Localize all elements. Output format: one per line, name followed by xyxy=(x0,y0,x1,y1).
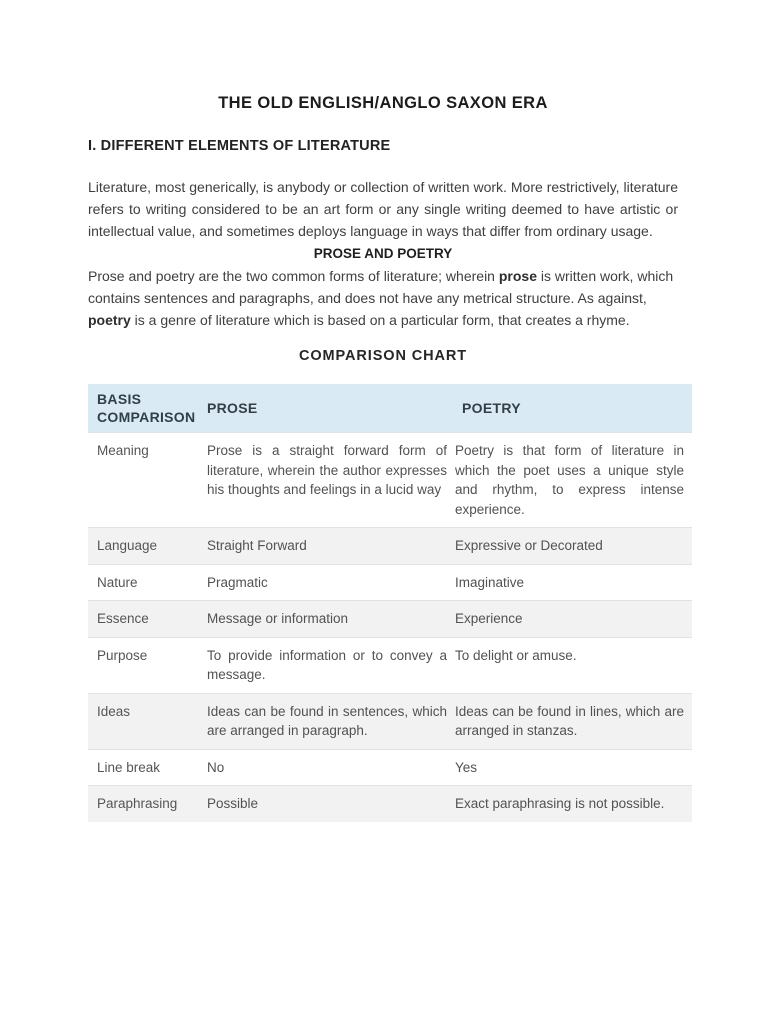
table-row-meaning xyxy=(88,433,692,528)
basis-cell: Language xyxy=(97,538,158,553)
bold-term-prose: prose xyxy=(498,268,537,284)
poetry-cell: Experience xyxy=(455,611,523,626)
table-header-row xyxy=(88,384,692,433)
table-row-essence xyxy=(88,601,692,638)
basis-cell: Nature xyxy=(97,574,138,590)
table-row-line-break xyxy=(88,749,692,786)
document-title: THE OLD ENGLISH/ANGLO SAXON ERA xyxy=(218,94,548,112)
prose-cell: Pragmatic xyxy=(207,574,268,590)
paragraph-text-segment: Prose and poetry are the two common forms of literature; wherein xyxy=(88,268,499,284)
section-heading: I. DIFFERENT ELEMENTS OF LITERATURE xyxy=(88,138,391,154)
prose-cell: Message or information xyxy=(207,611,349,626)
header-cell-poetry: POETRY xyxy=(451,384,692,433)
table-row-language xyxy=(88,528,692,565)
poetry-cell: Exact paraphrasing is not possible. xyxy=(455,796,665,811)
prose-cell: Ideas can be found in sentences, which are arranged in paragraph. xyxy=(207,703,447,738)
table-row-purpose xyxy=(88,637,692,693)
comparison-table xyxy=(88,384,692,822)
table-row-nature xyxy=(88,564,692,601)
poetry-cell: Ideas can be found in lines, which are arranged in stanzas. xyxy=(455,703,684,738)
prose-cell: No xyxy=(207,759,225,775)
paragraph-text-segment: is a genre of literature which is based on a particular form, that creates a rhyme. xyxy=(130,312,630,328)
basis-cell: Ideas xyxy=(97,703,131,719)
prose-cell: Straight Forward xyxy=(207,538,307,553)
bold-term-poetry: poetry xyxy=(88,312,131,328)
basis-cell: Meaning xyxy=(97,443,149,458)
comparison-chart-heading: COMPARISON CHART xyxy=(299,348,467,364)
poetry-cell: Imaginative xyxy=(455,574,525,590)
basis-cell: Paraphrasing xyxy=(97,796,178,811)
prose-cell: Prose is a straight forward form of literature, wherein the author expresses his thoughts and feelings in a lucid way xyxy=(207,443,447,497)
table-row-ideas xyxy=(88,693,692,749)
prose-cell: Possible xyxy=(207,796,259,811)
document-content xyxy=(88,0,692,822)
table-row-paraphrasing xyxy=(88,786,692,822)
poetry-cell: To delight or amuse. xyxy=(455,647,577,663)
prose-cell: To provide information or to convey a message. xyxy=(207,647,447,682)
prose-and-poetry-heading: PROSE AND POETRY xyxy=(313,246,453,261)
basis-cell: Purpose xyxy=(97,647,148,663)
poetry-cell: Yes xyxy=(455,759,478,775)
intro-paragraph: Literature, most generically, is anybody or collection of written work. More restrictively, literature refers to writing considered to be an art form or any single writing deemed to have artistic or intellectual value, and sometimes deploys language in ways that differ from ordinary usage. xyxy=(88,179,678,239)
basis-cell: Essence xyxy=(97,611,149,626)
prose-poetry-paragraph xyxy=(88,265,678,331)
basis-cell: Line break xyxy=(97,759,161,775)
paragraph-text-segment: is written work, which contains sentences and paragraphs, and does not have any metrical structure. As against, xyxy=(88,268,674,306)
header-cell-prose: PROSE xyxy=(200,384,451,433)
poetry-cell: Poetry is that form of literature in which the poet uses a unique style and rhythm, to express intense experience. xyxy=(455,443,684,517)
poetry-cell: Expressive or Decorated xyxy=(455,538,603,553)
header-cell-basis: BASIS COMPARISON xyxy=(88,384,200,433)
